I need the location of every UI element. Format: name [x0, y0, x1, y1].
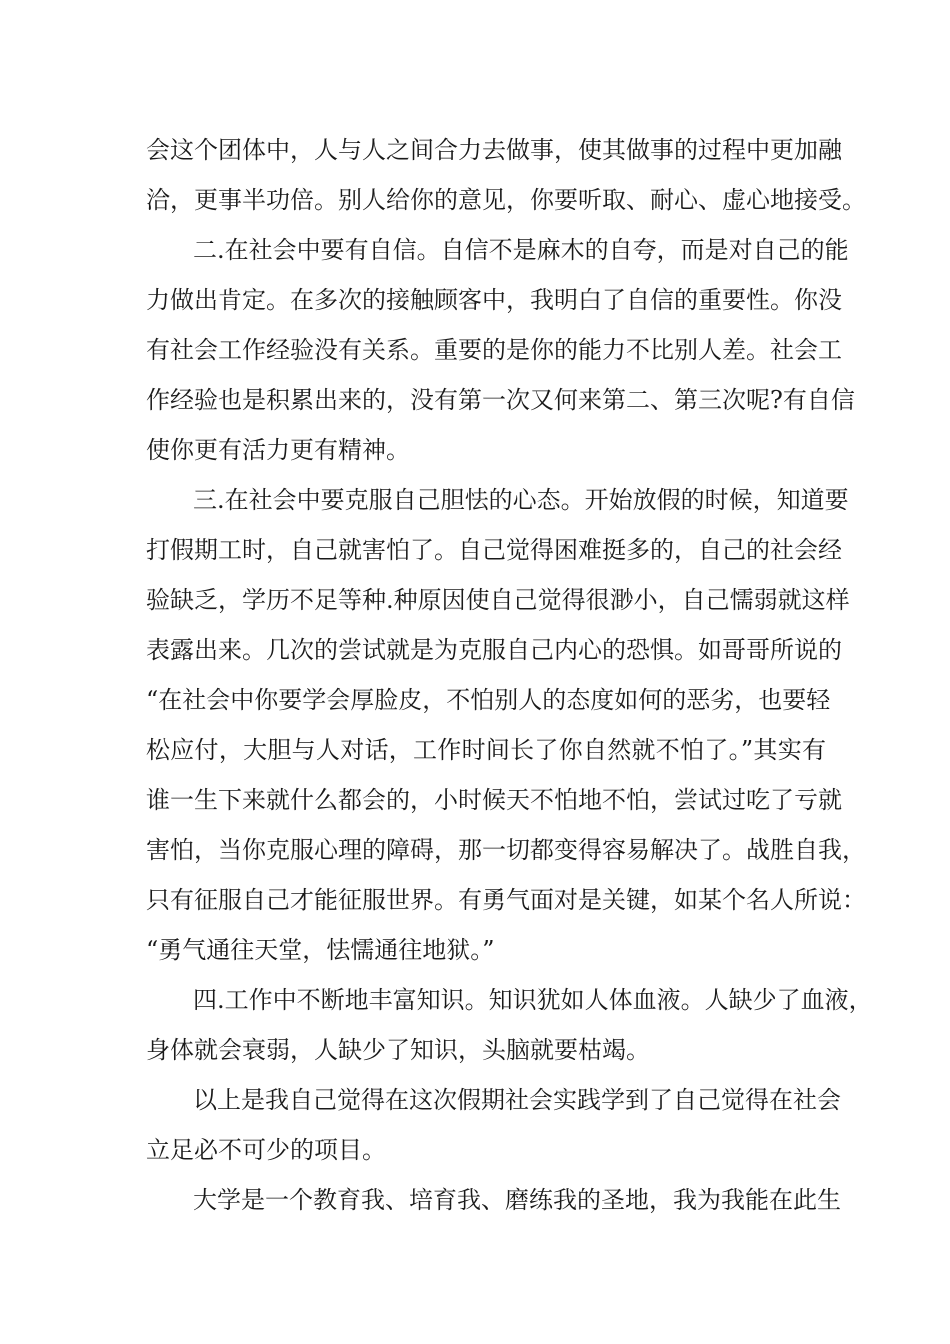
text-line: 会这个团体中，人与人之间合力去做事，使其做事的过程中更加融 [146, 136, 842, 164]
text-line: 作经验也是积累出来的，没有第一次又何来第二、第三次呢?有自信 [146, 386, 855, 414]
text-line: 打假期工时，自己就害怕了。自己觉得困难挺多的，自己的社会经 [146, 536, 842, 564]
text-line: 害怕，当你克服心理的障碍，那一切都变得容易解决了。战胜自我， [146, 836, 866, 864]
text-line: 三.在社会中要克服自己胆怯的心态。开始放假的时候，知道要 [193, 486, 849, 514]
text-line: 松应付，大胆与人对话，工作时间长了你自然就不怕了。”其实有 [146, 736, 826, 764]
text-line: 身体就会衰弱，人缺少了知识，头脑就要枯竭。 [146, 1036, 650, 1064]
text-line: 有社会工作经验没有关系。重要的是你的能力不比别人差。社会工 [146, 336, 842, 364]
text-line: 验缺乏，学历不足等种.种原因使自己觉得很渺小，自己懦弱就这样 [146, 586, 850, 614]
text-line: 表露出来。几次的尝试就是为克服自己内心的恐惧。如哥哥所说的 [146, 636, 842, 664]
text-line: 以上是我自己觉得在这次假期社会实践学到了自己觉得在社会 [193, 1086, 841, 1114]
text-line: “勇气通往天堂，怯懦通往地狱。” [146, 936, 495, 964]
text-line: 只有征服自己才能征服世界。有勇气面对是关键，如某个名人所说： [146, 886, 866, 914]
text-line: 谁一生下来就什么都会的，小时候天不怕地不怕，尝试过吃了亏就 [146, 786, 842, 814]
text-line: 使你更有活力更有精神。 [146, 436, 410, 464]
text-line: 大学是一个教育我、培育我、磨练我的圣地，我为我能在此生 [193, 1186, 841, 1214]
text-line: 洽，更事半功倍。别人给你的意见，你要听取、耐心、虚心地接受。 [146, 186, 866, 214]
text-line: 四.工作中不断地丰富知识。知识犹如人体血液。人缺少了血液， [193, 986, 873, 1014]
text-line: 力做出肯定。在多次的接触顾客中，我明白了自信的重要性。你没 [146, 286, 842, 314]
text-line: “在社会中你要学会厚脸皮，不怕别人的态度如何的恶劣，也要轻 [146, 686, 831, 714]
text-line: 二.在社会中要有自信。自信不是麻木的自夸，而是对自己的能 [193, 236, 849, 264]
text-line: 立足必不可少的项目。 [146, 1136, 386, 1164]
